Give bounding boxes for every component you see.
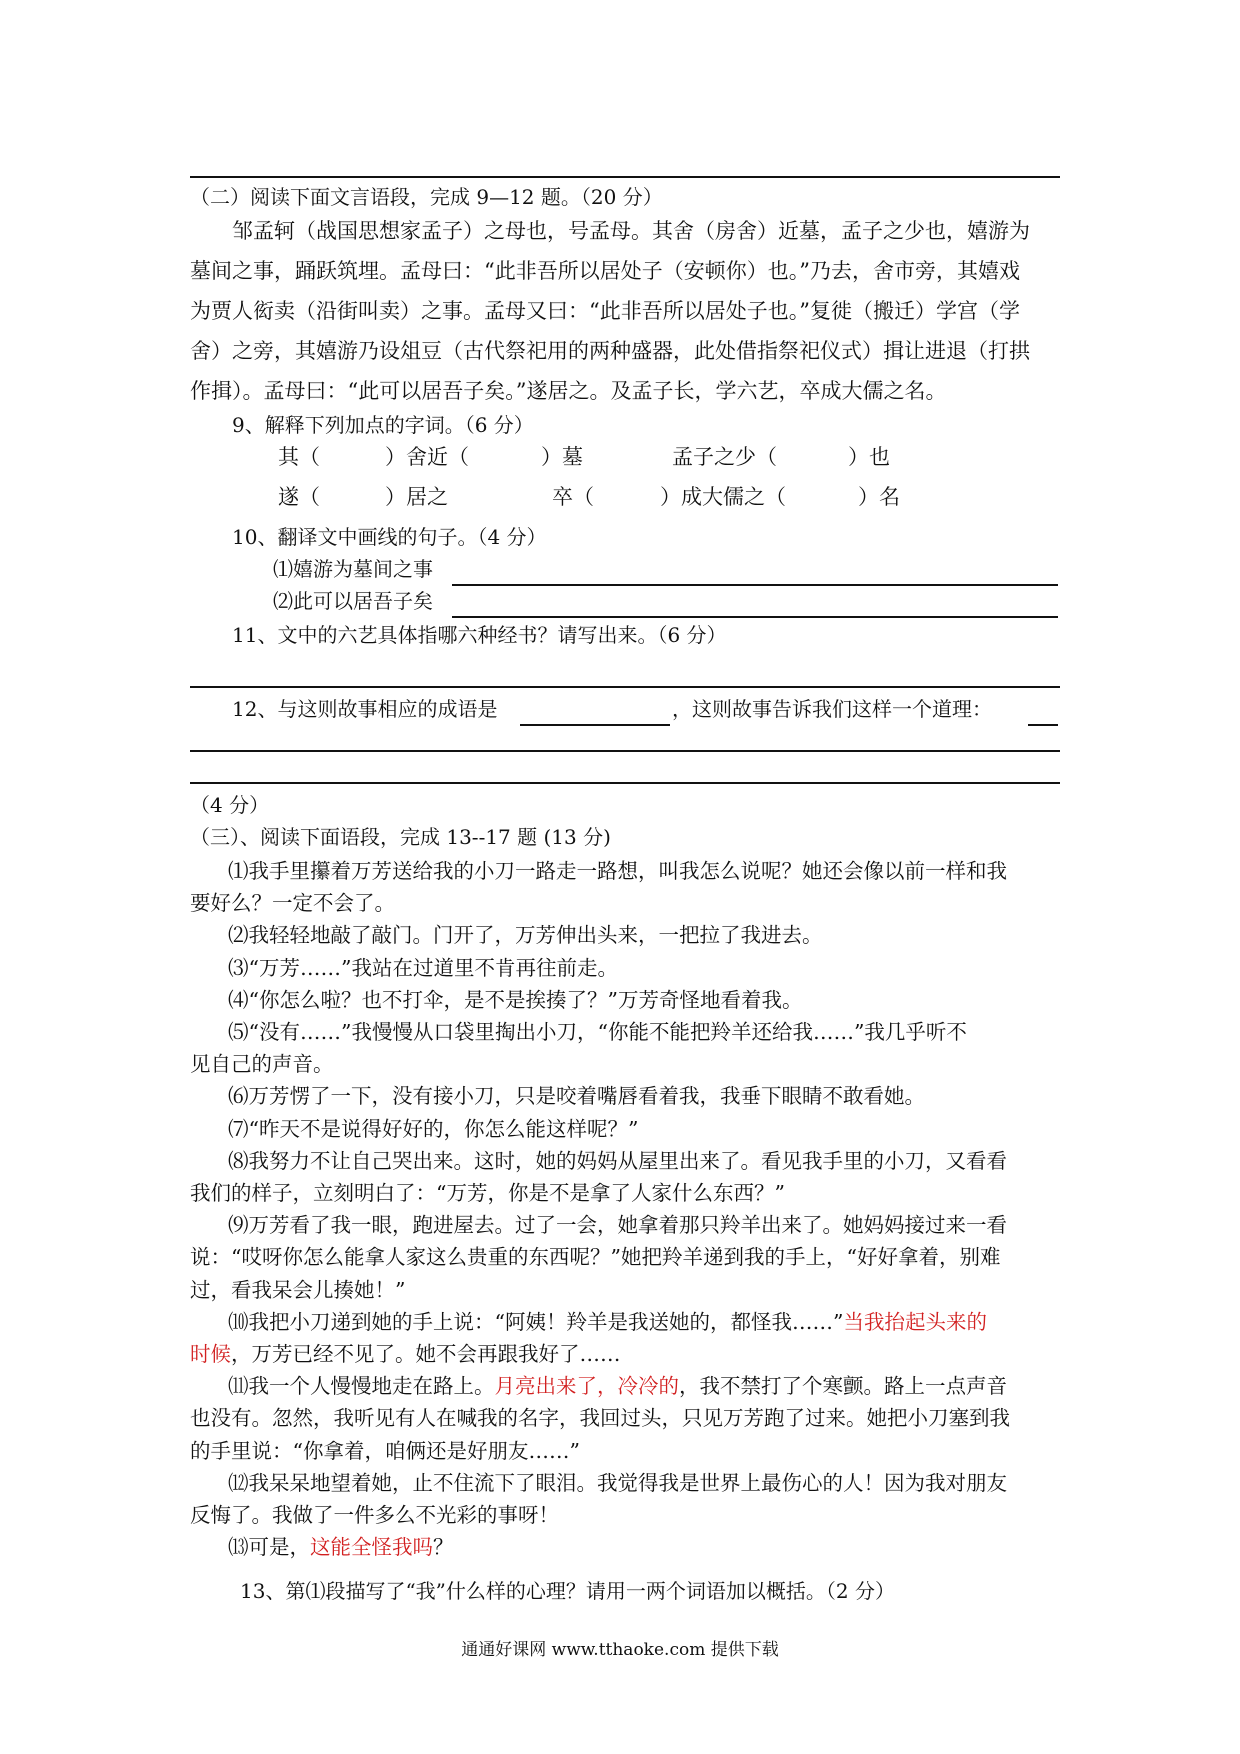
passage-line: 作揖）。孟母曰：“此可以居吾子矣。”遂居之。及孟子长，学六艺，卒成大儒之名。 bbox=[190, 379, 947, 403]
section3-line: ⑹万芳愣了一下，没有接小刀，只是咬着嘴唇看着我，我垂下眼睛不敢看她。 bbox=[228, 1084, 925, 1109]
q9-blank[interactable]: 孟子之少（ bbox=[672, 445, 777, 469]
passage-line: 舍）之旁，其嬉游乃设俎豆（古代祭祀用的两种盛器，此处借指祭祀仪式）揖让进退（打拱 bbox=[190, 339, 1030, 363]
highlighted-text: 当我抬起头来的 bbox=[843, 1309, 987, 1334]
section3-line: ⑷“你怎么啦？也不打伞，是不是挨揍了？”万芳奇怪地看着我。 bbox=[228, 987, 803, 1012]
q10-item-1: ⑴嬉游为墓间之事 bbox=[273, 557, 433, 581]
section3-line: 的手里说：“你拿着，咱俩还是好朋友……” bbox=[190, 1438, 580, 1463]
q10-item-2: ⑵此可以居吾子矣 bbox=[273, 589, 433, 613]
section3-line: 过，看我呆会儿揍她！” bbox=[190, 1277, 406, 1302]
section3-line: 也没有。忽然，我听见有人在喊我的名字，我回过头，只见万芳跑了过来。她把小刀塞到我 bbox=[190, 1406, 1010, 1431]
q9-label: ）居之 bbox=[385, 485, 448, 509]
section3-line: 说：“哎呀你怎么能拿人家这么贵重的东西呢？”她把羚羊递到我的手上，“好好拿着，别难 bbox=[190, 1245, 1001, 1270]
q9-blank[interactable]: ）成大儒之（ bbox=[660, 485, 786, 509]
question-12-part-a: 12、与这则故事相应的成语是 bbox=[232, 697, 498, 721]
question-13: 13、第⑴段描写了“我”什么样的心理？请用一两个词语加以概括。（2 分） bbox=[240, 1579, 895, 1603]
section3-line: 我们的样子，立刻明白了：“万芳，你是不是拿了人家什么东西？” bbox=[190, 1181, 785, 1205]
section3-line: 见自己的声音。 bbox=[190, 1052, 334, 1077]
q9-label: ）墓 bbox=[541, 445, 583, 469]
q12-answer-line[interactable] bbox=[190, 750, 1060, 752]
question-11: 11、文中的六艺具体指哪六种经书？请写出来。（6 分） bbox=[232, 623, 727, 647]
passage-line: 邹孟轲（战国思想家孟子）之母也，号孟母。其舍（房舍）近墓，孟子之少也，嬉游为 bbox=[232, 219, 1030, 243]
highlighted-text: 这能全怪我吗 bbox=[310, 1535, 433, 1560]
q9-label: ）也 bbox=[848, 445, 890, 469]
top-rule bbox=[190, 176, 1060, 178]
section3-line: 时候，万芳已经不见了。她不会再跟我好了…… bbox=[190, 1342, 621, 1366]
section3-line: ⑶“万芳……”我站在过道里不肯再往前走。 bbox=[228, 955, 618, 980]
question-9: 9、解释下列加点的字词。（6 分） bbox=[232, 413, 534, 437]
section3-line: ⑽我把小刀递到她的手上说：“阿姨！羚羊是我送她的，都怪我……”当我抬起头来的 bbox=[228, 1309, 987, 1334]
q12-idiom-blank[interactable] bbox=[520, 702, 670, 726]
highlighted-text: 月亮出来了，冷冷的 bbox=[494, 1374, 679, 1399]
q11-answer-line[interactable] bbox=[190, 686, 1060, 688]
q12-reason-blank[interactable] bbox=[1028, 702, 1058, 726]
page-footer: 通通好课网 www.tthaoke.com 提供下载 bbox=[461, 1640, 779, 1660]
section3-line: ⒀可是，这能全怪我吗？ bbox=[228, 1535, 454, 1560]
section3-heading: （三）、阅读下面语段，完成 13--17 题 (13 分) bbox=[190, 825, 611, 849]
section3-line: ⑿我呆呆地望着她，止不住流下了眼泪。我觉得我是世界上最伤心的人！因为我对朋友 bbox=[228, 1470, 1007, 1495]
q9-blank[interactable]: 卒（ bbox=[552, 485, 594, 509]
q9-blank[interactable]: 遂（ bbox=[278, 485, 320, 509]
section3-line: ⑴我手里攥着万芳送给我的小刀一路走一路想，叫我怎么说呢？她还会像以前一样和我 bbox=[228, 859, 1007, 883]
q9-blank[interactable]: 其（ bbox=[278, 445, 320, 469]
q12-answer-line[interactable] bbox=[190, 782, 1060, 784]
q9-blank[interactable]: ）舍近（ bbox=[385, 445, 469, 469]
section3-line: ⑾我一个人慢慢地走在路上。月亮出来了，冷冷的，我不禁打了个寒颤。路上一点声音 bbox=[228, 1374, 1007, 1399]
question-10: 10、翻译文中画线的句子。（4 分） bbox=[232, 525, 547, 549]
q12-points: （4 分） bbox=[190, 793, 270, 817]
passage-line: 墓间之事，踊跃筑埋。孟母曰：“此非吾所以居处子（安顿你）也。”乃去，舍市旁，其嬉戏 bbox=[190, 259, 1020, 283]
section3-line: ⑼万芳看了我一眼，跑进屋去。过了一会，她拿着那只羚羊出来了。她妈妈接过来一看 bbox=[228, 1213, 1007, 1238]
section3-line: 反悔了。我做了一件多么不光彩的事呀！ bbox=[190, 1503, 559, 1527]
question-12-part-b: ，这则故事告诉我们这样一个道理： bbox=[672, 697, 992, 721]
section3-line: ⑵我轻轻地敲了敲门。门开了，万芳伸出头来，一把拉了我进去。 bbox=[228, 923, 823, 948]
q10-answer-line-1[interactable] bbox=[452, 562, 1058, 586]
passage-line: 为贾人衒卖（沿街叫卖）之事。孟母又曰：“此非吾所以居处子也。”复徙（搬迁）学宫（学 bbox=[190, 299, 1020, 323]
section3-line: ⑻我努力不让自己哭出来。这时，她的妈妈从屋里出来了。看见我手里的小刀，又看看 bbox=[228, 1148, 1007, 1173]
section2-heading: （二）阅读下面文言语段，完成 9—12 题。（20 分） bbox=[190, 185, 663, 209]
section3-line: ⑺“昨天不是说得好好的，你怎么能这样呢？” bbox=[228, 1116, 639, 1141]
highlighted-text: 时候 bbox=[190, 1342, 231, 1366]
section3-line: 要好么？一定不会了。 bbox=[190, 891, 395, 916]
q9-label: ）名 bbox=[858, 485, 900, 509]
q10-answer-line-2[interactable] bbox=[452, 594, 1058, 618]
section3-line: ⑸“没有……”我慢慢从口袋里掏出小刀，“你能不能把羚羊还给我……”我几乎听不 bbox=[228, 1020, 967, 1044]
